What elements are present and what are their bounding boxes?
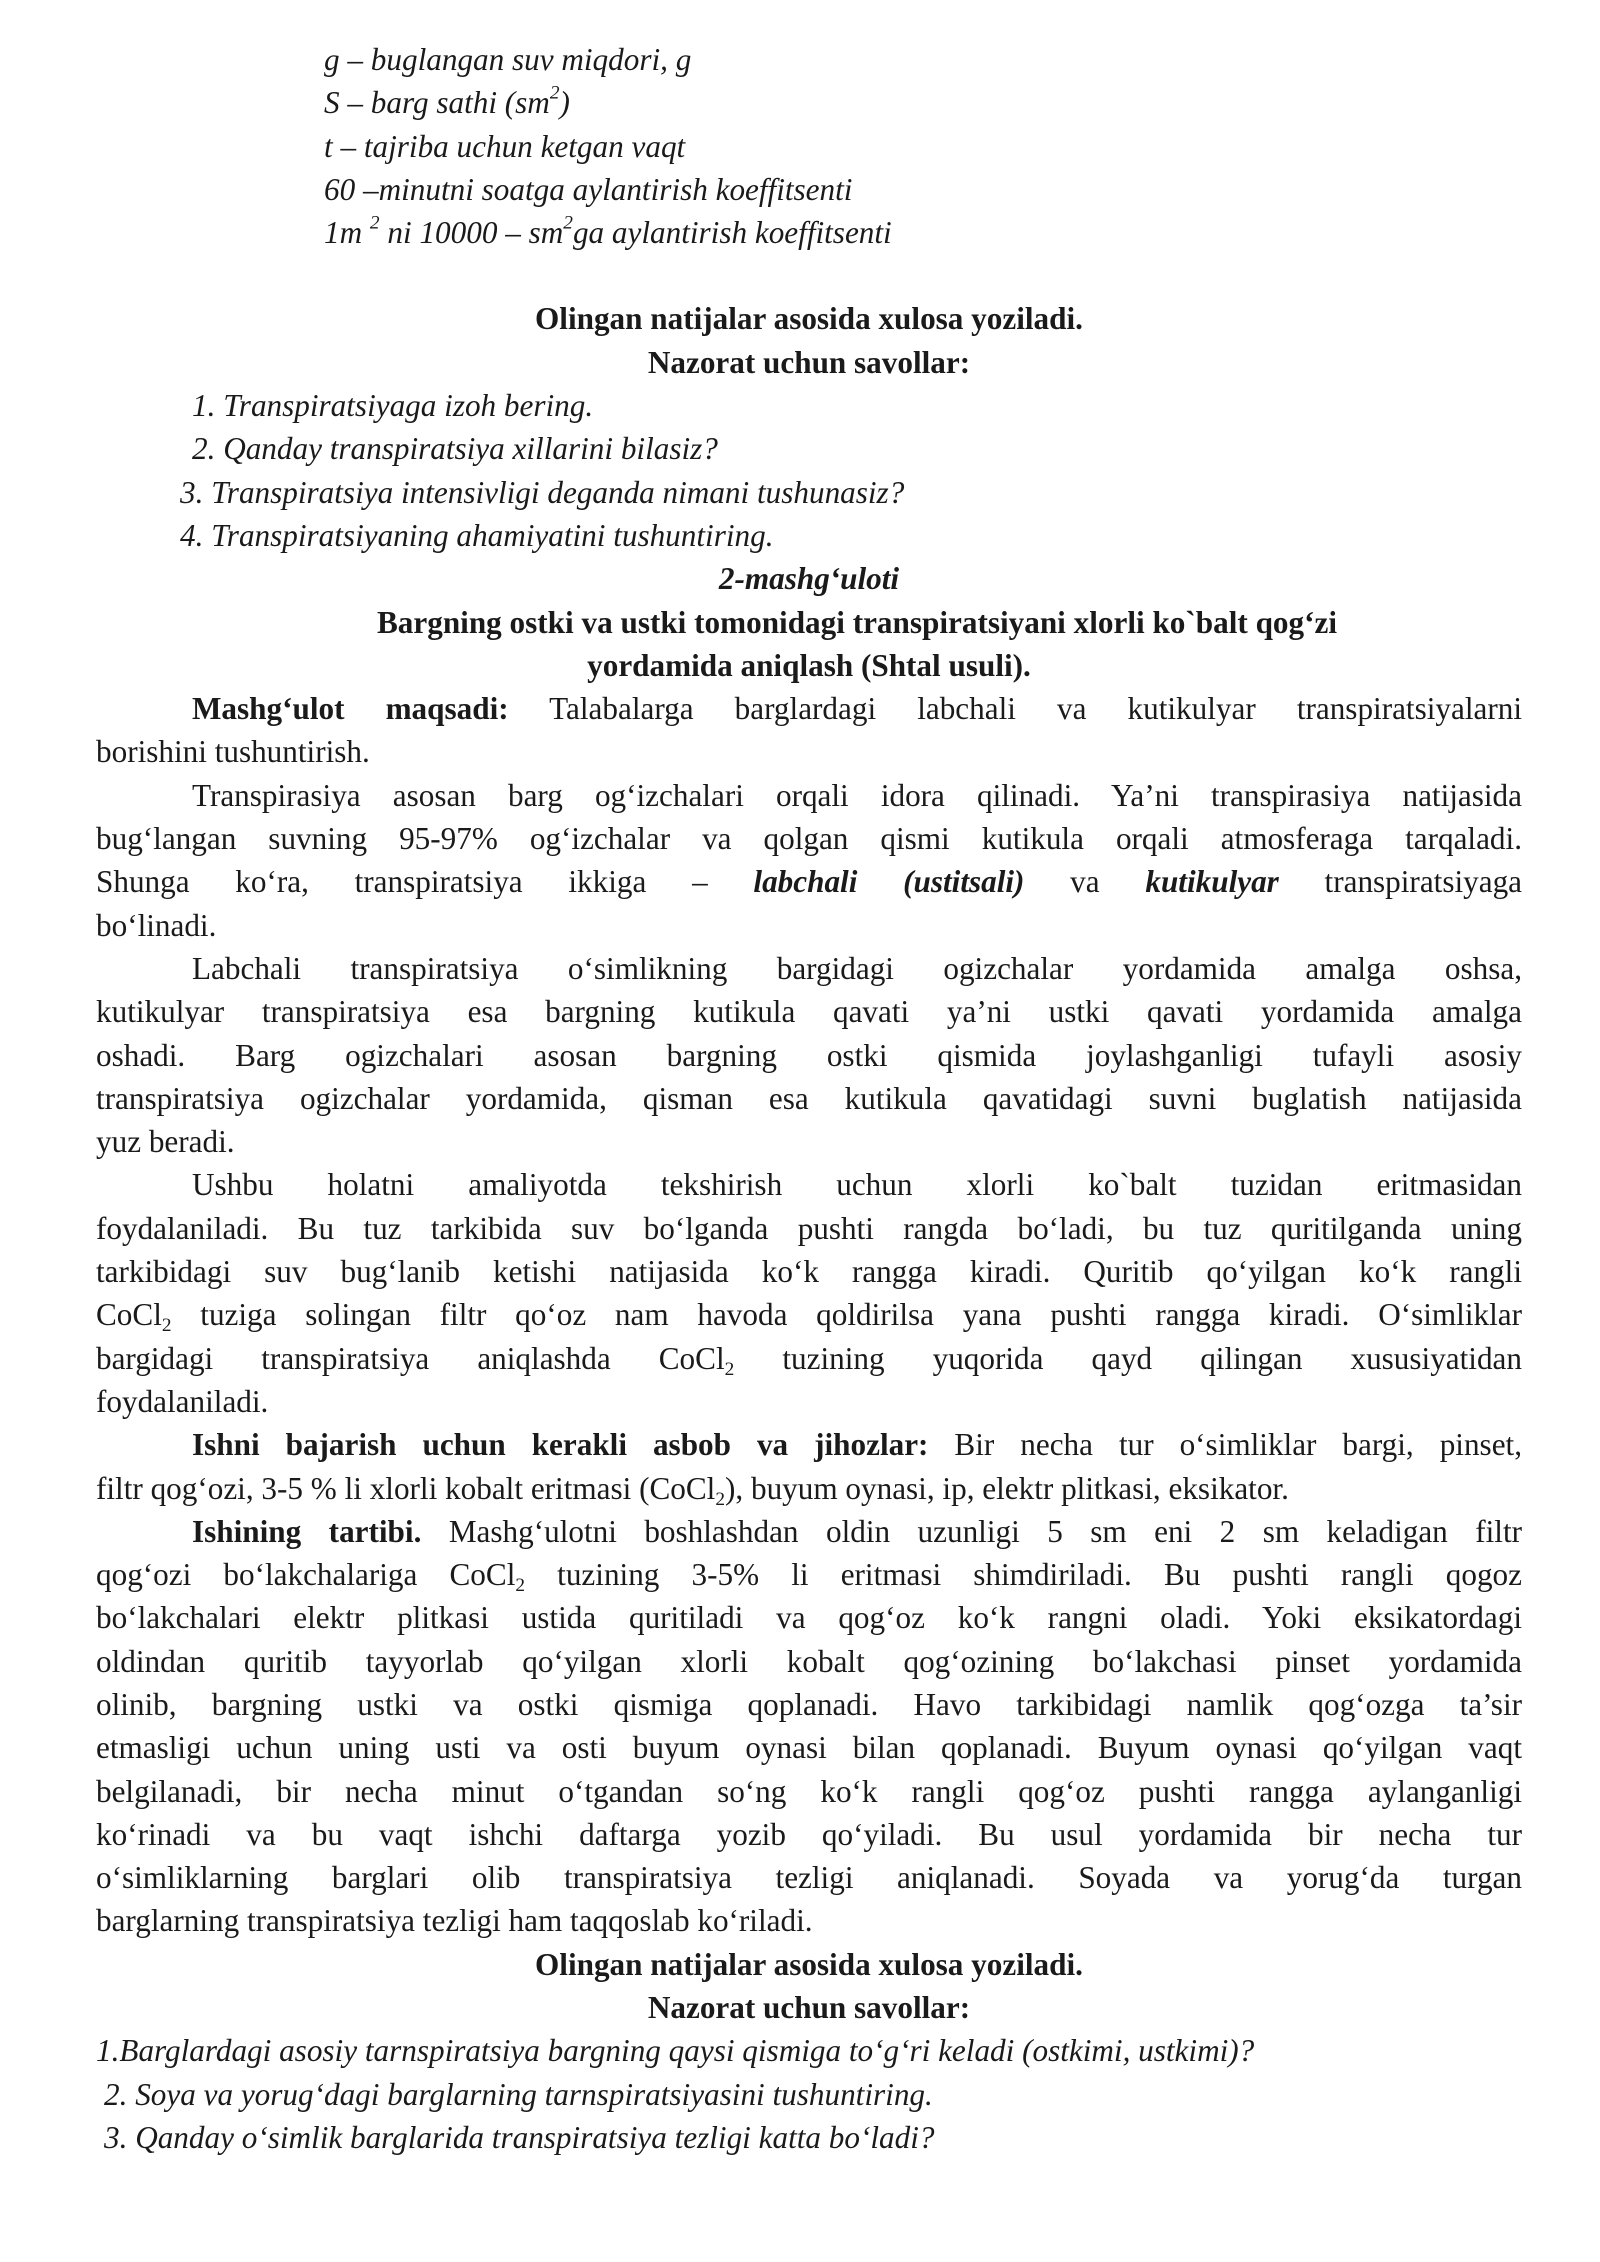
questions-heading: Nazorat uchun savollar:	[647, 1990, 971, 2026]
text-line: foydalaniladi.	[96, 1383, 269, 1419]
text-line: yuz beradi.	[96, 1124, 235, 1160]
text-line: bo‘lakchalari elektr plitkasi ustida quritiladi va qog‘oz ko‘k rangni oladi. Yoki eksikatordagi	[96, 1600, 1522, 1636]
question-item: 3. Transpiratsiya intensivligi deganda nimani tushunasiz?	[180, 474, 905, 510]
equipment-label: Ishni bajarish uchun kerakli asbob va jihozlar:	[192, 1427, 929, 1463]
procedure-label: Ishining tartibi.	[192, 1513, 422, 1549]
text-line: Labchali transpiratsiya o‘simlikning bargidagi ogizchalar yordamida amalga oshsa,	[192, 950, 1522, 986]
text-line: bargidagi transpiratsiya aniqlashda CoCl$_2$ tuzining yuqorida qayd qilingan xususiyatidan	[96, 1340, 1522, 1380]
legend-line: S – barg sathi $(sm^2)$	[324, 82, 570, 121]
lesson-title: Bargning ostki va ustki tomonidagi transpiratsiyani xlorli ko`balt qog‘zi	[376, 604, 1337, 640]
text-line: Transpirasiya asosan barg og‘izchalari orqali idora qilinadi. Ya’ni transpirasiya natijasida	[192, 777, 1522, 813]
conclusion-heading: Olingan natijalar asosida xulosa yoziladi.	[535, 1946, 1083, 1982]
legend-line: 60 –minutni soatga aylantirish koeffitsenti	[324, 171, 853, 207]
paragraph	[96, 947, 1522, 1163]
text-line: transpiratsiya ogizchalar yordamida, qisman esa kutikula qavatidagi suvni buglatish natijasida	[96, 1080, 1522, 1116]
legend-line: g – buglangan suv miqdori, g	[324, 42, 692, 77]
text-line: barglarning transpiratsiya tezligi ham taqqoslab ko‘riladi.	[96, 1903, 813, 1939]
procedure-paragraph	[96, 1510, 1522, 1943]
text-line: ko‘rinadi va bu vaqt ishchi daftarga yozib qo‘yiladi. Bu usul yordamida bir necha tur	[96, 1816, 1522, 1852]
aim-label: Mashg‘ulot maqsadi:	[192, 691, 509, 727]
text-line: Ishining tartibi. Mashg‘ulotni boshlashdan oldin uzunligi 5 sm eni 2 sm keladigan filtr	[192, 1513, 1522, 1549]
text-line: oldindan quritib tayyorlab qo‘yilgan xlorli kobalt qog‘ozining bo‘lakchasi pinset yordamida	[96, 1643, 1522, 1679]
conclusion-heading: Olingan natijalar asosida xulosa yoziladi.	[535, 301, 1083, 337]
text-line: Shunga ko‘ra, transpiratsiya ikkiga – labchali (ustitsali) va kutikulyar transpiratsiyaga	[96, 864, 1523, 900]
text-line: foydalaniladi. Bu tuz tarkibida suv bo‘lganda pushti rangda bo‘ladi, bu tuz quritilganda uning	[96, 1210, 1522, 1246]
lesson-title: yordamida aniqlash (Shtal usuli).	[587, 647, 1031, 683]
question-item: 3. Qanday o‘simlik barglarida transpiratsiya tezligi katta bo‘ladi?	[104, 2119, 935, 2155]
text-line: Ushbu holatni amaliyotda tekshirish uchun xlorli ko`balt tuzidan eritmasidan	[192, 1167, 1522, 1203]
legend-line: t – tajriba uchun ketgan vaqt	[324, 128, 686, 164]
text-line: tarkibidagi suv bug‘lanib ketishi natijasida ko‘k rangga kiradi. Quritib qo‘yilgan ko‘k rangli	[96, 1254, 1522, 1290]
lesson-number: 2-mashg‘uloti	[718, 561, 900, 597]
formula-legend	[96, 38, 1522, 254]
question-item: 4. Transpiratsiyaning ahamiyatini tushuntiring.	[180, 517, 774, 553]
paragraph	[96, 774, 1522, 947]
lesson-aim	[96, 687, 1522, 774]
text-line: qog‘ozi bo‘lakchalariga CoCl$_2$ tuzining 3-5% li eritmasi shimdiriladi. Bu pushti rangli qogoz	[96, 1557, 1522, 1596]
question-item: 2. Soya va yorug‘dagi barglarning tarnspiratsiyasini tushuntiring.	[104, 2076, 933, 2112]
text-line: bug‘langan suvning 95-97% og‘izchalar va qolgan qismi kutikula orqali atmosferaga tarqaladi.	[96, 821, 1522, 857]
text-line: etmasligi uchun uning usti va osti buyum oynasi bilan qoplanadi. Buyum oynasi qo‘yilgan vaqt	[96, 1730, 1522, 1766]
question-item: 2. Qanday transpiratsiya xillarini bilasiz?	[192, 431, 718, 467]
legend-line: 1m $^2$ ni $10000 - sm^2ga$ aylantirish koeffitsenti	[324, 212, 892, 251]
text-line: CoCl$_2$ tuziga solingan filtr qo‘oz nam havoda qoldirilsa yana pushti rangga kiradi. O‘simliklar	[96, 1297, 1522, 1337]
text-line: bo‘linadi.	[96, 907, 217, 943]
text-line: oshadi. Barg ogizchalari asosan bargning ostki qismida joylashganligi tufayli asosiy	[96, 1037, 1522, 1073]
spacer	[96, 254, 1522, 297]
text-line: Mashg‘ulot maqsadi: Talabalarga barglardagi labchali va kutikulyar transpiratsiyalarni	[192, 691, 1522, 727]
equipment-paragraph	[96, 1423, 1522, 1510]
question-item: 1.Barglardagi asosiy tarnspiratsiya bargning qaysi qismiga to‘g‘ri keladi (ostkimi, ustkimi)?	[96, 2033, 1255, 2069]
questions-heading: Nazorat uchun savollar:	[647, 344, 971, 380]
text-line: Ishni bajarish uchun kerakli asbob va jihozlar: Bir necha tur o‘simliklar bargi, pinset,	[192, 1427, 1522, 1463]
question-item: 1. Transpiratsiyaga izoh bering.	[192, 388, 594, 424]
text-line: filtr qog‘ozi, 3-5 % li xlorli kobalt eritmasi (CoCl$_2$), buyum oynasi, ip, elektr plitkasi, eksikator.	[96, 1470, 1289, 1510]
text-line: o‘simliklarning barglari olib transpiratsiya tezligi aniqlanadi. Soyada va yorug‘da turgan	[96, 1860, 1522, 1896]
text-line: borishini tushuntirish.	[96, 734, 370, 770]
text-line: olinib, bargning ustki va ostki qismiga qoplanadi. Havo tarkibidagi namlik qog‘ozga ta’sir	[96, 1686, 1522, 1722]
text-line: kutikulyar transpiratsiya esa bargning kutikula qavati ya’ni ustki qavati yordamida amalga	[96, 994, 1522, 1030]
paragraph	[96, 1163, 1522, 1423]
text-line: belgilanadi, bir necha minut o‘tgandan so‘ng ko‘k rangli qog‘oz pushti rangga aylanganligi	[96, 1773, 1522, 1809]
